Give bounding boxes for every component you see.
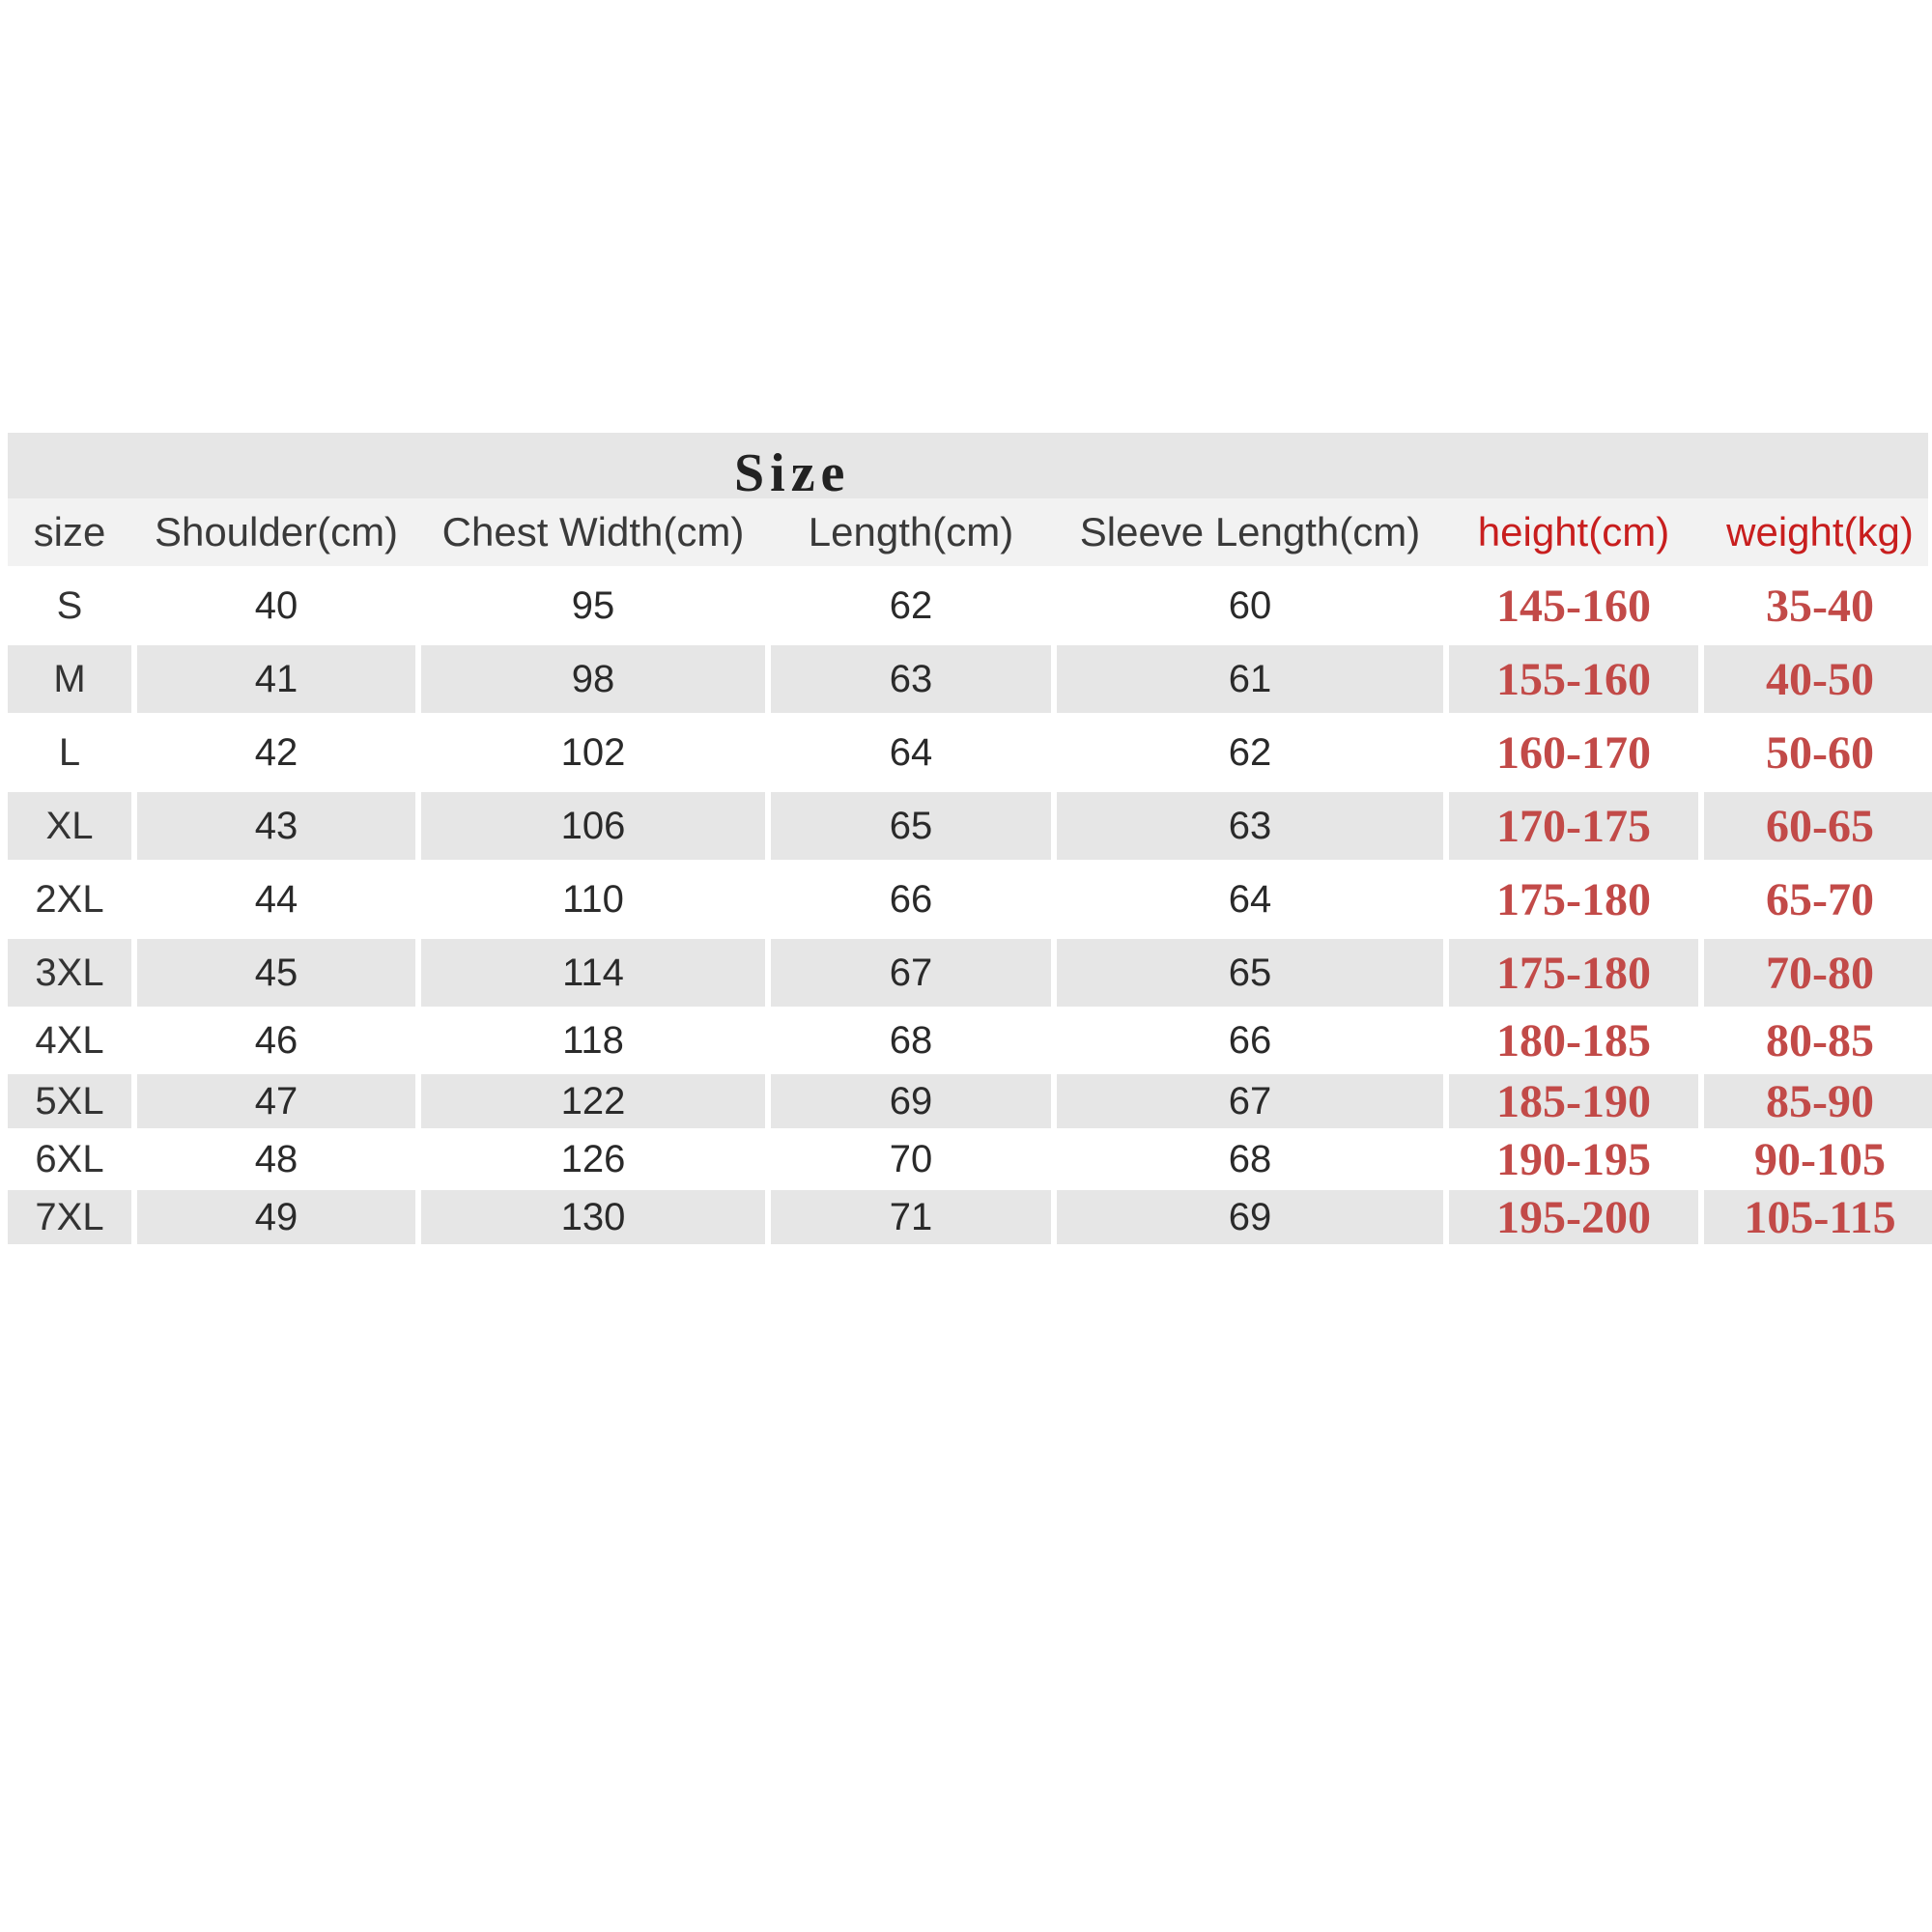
cell-height: 155-160: [1449, 645, 1698, 713]
header-length: Length(cm): [808, 509, 1014, 554]
cell-sleeve-length: 67: [1057, 1074, 1443, 1128]
table-row: [8, 1132, 1928, 1186]
cell-height: 180-185: [1496, 1014, 1651, 1066]
cell-length: 69: [771, 1074, 1051, 1128]
cell-size: 3XL: [8, 939, 131, 1007]
cell-sleeve-length: 66: [1228, 1018, 1272, 1062]
cell-sleeve-length: 63: [1057, 792, 1443, 860]
cell-height: 145-160: [1496, 580, 1651, 632]
cell-chest-width: 98: [421, 645, 765, 713]
cell-size: 7XL: [8, 1190, 131, 1244]
cell-shoulder: 43: [137, 792, 415, 860]
cell-shoulder: 40: [254, 583, 298, 627]
table-row: [8, 570, 1928, 641]
table-body: [8, 570, 1928, 1244]
cell-height: 160-170: [1496, 726, 1651, 779]
header-row: [8, 498, 1928, 566]
cell-weight: 50-60: [1766, 726, 1874, 779]
header-chest-width: Chest Width(cm): [441, 509, 745, 554]
cell-weight: 105-115: [1704, 1190, 1932, 1244]
cell-chest-width: 122: [421, 1074, 765, 1128]
cell-weight: 40-50: [1704, 645, 1932, 713]
cell-shoulder: 44: [254, 877, 298, 921]
table-row: [8, 645, 1928, 713]
header-height: height(cm): [1477, 509, 1670, 554]
table-row: [8, 1190, 1928, 1244]
cell-length: 68: [889, 1018, 933, 1062]
cell-sleeve-length: 69: [1057, 1190, 1443, 1244]
header-shoulder: Shoulder(cm): [154, 509, 399, 554]
cell-weight: 60-65: [1704, 792, 1932, 860]
cell-size: M: [8, 645, 131, 713]
cell-sleeve-length: 64: [1228, 877, 1272, 921]
cell-height: 175-180: [1449, 939, 1698, 1007]
size-chart-table: [8, 433, 1928, 1244]
cell-weight: 70-80: [1704, 939, 1932, 1007]
cell-length: 62: [889, 583, 933, 627]
cell-sleeve-length: 60: [1228, 583, 1272, 627]
cell-length: 63: [771, 645, 1051, 713]
cell-weight: 85-90: [1704, 1074, 1932, 1128]
table-row: [8, 939, 1928, 1007]
cell-height: 175-180: [1496, 873, 1651, 925]
cell-size: 6XL: [35, 1137, 104, 1180]
cell-chest-width: 106: [421, 792, 765, 860]
cell-sleeve-length: 62: [1228, 730, 1272, 774]
cell-length: 71: [771, 1190, 1051, 1244]
table-row: [8, 864, 1928, 935]
cell-height: 170-175: [1449, 792, 1698, 860]
cell-size: XL: [8, 792, 131, 860]
cell-chest-width: 114: [421, 939, 765, 1007]
cell-chest-width: 102: [560, 730, 626, 774]
header-size: size: [33, 509, 106, 554]
cell-shoulder: 47: [137, 1074, 415, 1128]
cell-length: 65: [771, 792, 1051, 860]
cell-shoulder: 41: [137, 645, 415, 713]
cell-size: S: [56, 583, 83, 627]
cell-height: 195-200: [1449, 1190, 1698, 1244]
cell-length: 70: [889, 1137, 933, 1180]
table-row: [8, 792, 1928, 860]
cell-length: 67: [771, 939, 1051, 1007]
cell-chest-width: 118: [562, 1018, 624, 1062]
cell-chest-width: 110: [562, 877, 624, 921]
cell-weight: 80-85: [1766, 1014, 1874, 1066]
table-row: [8, 1010, 1928, 1070]
cell-sleeve-length: 61: [1057, 645, 1443, 713]
cell-weight: 90-105: [1754, 1133, 1886, 1185]
cell-chest-width: 95: [571, 583, 615, 627]
table-title: Size: [734, 443, 851, 503]
cell-shoulder: 45: [137, 939, 415, 1007]
cell-sleeve-length: 68: [1228, 1137, 1272, 1180]
cell-weight: 35-40: [1766, 580, 1874, 632]
cell-shoulder: 48: [254, 1137, 298, 1180]
cell-shoulder: 42: [254, 730, 298, 774]
cell-size: L: [58, 730, 81, 774]
table-row: [8, 717, 1928, 788]
cell-chest-width: 130: [421, 1190, 765, 1244]
cell-size: 2XL: [35, 877, 104, 921]
cell-height: 185-190: [1449, 1074, 1698, 1128]
cell-weight: 65-70: [1766, 873, 1874, 925]
cell-size: 5XL: [8, 1074, 131, 1128]
cell-height: 190-195: [1496, 1133, 1651, 1185]
cell-size: 4XL: [35, 1018, 104, 1062]
cell-chest-width: 126: [560, 1137, 626, 1180]
header-sleeve-length: Sleeve Length(cm): [1079, 509, 1421, 554]
cell-length: 64: [889, 730, 933, 774]
table-row: [8, 1074, 1928, 1128]
cell-sleeve-length: 65: [1057, 939, 1443, 1007]
title-band: [8, 433, 1928, 503]
cell-shoulder: 49: [137, 1190, 415, 1244]
cell-length: 66: [889, 877, 933, 921]
header-weight: weight(kg): [1726, 509, 1914, 554]
cell-shoulder: 46: [254, 1018, 298, 1062]
